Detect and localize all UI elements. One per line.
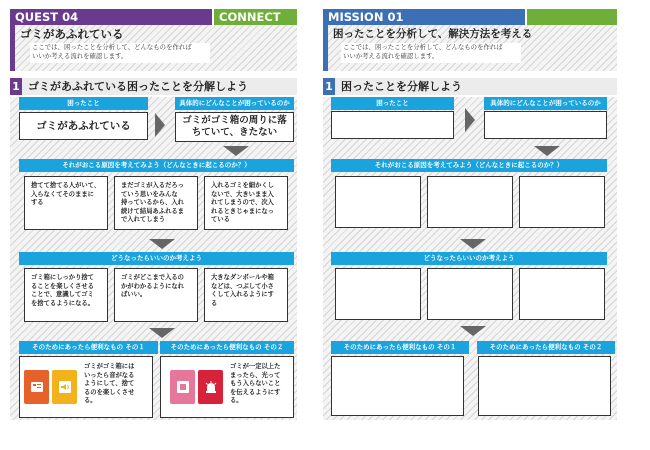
right-cause-input-2[interactable] [427, 176, 513, 228]
left-tool1-text: ゴミがゴミ箱には いったら音がなる ようにして、捨て るのを楽しくさせ る。 [84, 363, 135, 404]
right-cause-input-1[interactable] [335, 176, 421, 228]
left-cause-box-1: 捨てて捨てる人がいて、 入らなくてそのままに する [24, 176, 108, 230]
right-tool1-header: そのためにあったら便利なもの その１ [331, 341, 469, 354]
right-solution-input-1[interactable] [335, 268, 421, 320]
right-problem-input[interactable] [331, 111, 454, 139]
left-arrow-down-1 [223, 146, 249, 156]
left-detail-box: ゴミがゴミ箱の周りに落 ちていて、きたない [175, 112, 294, 142]
quest-label: QUEST 04 [10, 9, 212, 25]
right-section-number: 1 [323, 78, 335, 95]
left-page-description: ここでは、困ったことを分析して、どんなものを作れば いいか考える流れを確認します。 [30, 43, 210, 63]
left-problem-box: ゴミがあふれている [19, 112, 148, 140]
sensor-card-icon [24, 370, 49, 404]
left-arrow-right [155, 113, 165, 137]
right-solution-input-3[interactable] [519, 268, 605, 320]
right-tool1-input[interactable] [331, 356, 464, 416]
left-solution-box-1: ゴミ箱にしっかり捨て ることを楽しくさせる ことで、意識してゴミ を捨てるようになる。 [24, 268, 108, 322]
right-detail-input[interactable] [484, 111, 607, 139]
right-tool2-header: そのためにあったら便利なもの その２ [477, 341, 615, 354]
right-problem-header: 困ったこと [331, 97, 454, 110]
right-arrow-right [465, 108, 475, 132]
left-cause-box-3: 入れるゴミを細かくし ないで、大きいまま入 れてしまうので、次入 れるときじゃまになっ ている [204, 176, 288, 230]
right-solution-header: どうなったらいいのか考えよう [331, 252, 607, 265]
right-page-title: 困ったことを分析して、解決方法を考える [333, 28, 533, 40]
left-solution-box-3: 大きなダンボールや箱 などは、つぶして小さ くして入れるようにす る [204, 268, 288, 322]
left-arrow-down-3 [149, 328, 175, 338]
right-tool2-input[interactable] [478, 356, 611, 416]
right-title-accent [323, 25, 328, 71]
right-solution-input-2[interactable] [427, 268, 513, 320]
right-arrow-down-3 [460, 326, 486, 336]
left-solution-header: どうなったらいいのか考えよう [19, 252, 294, 265]
left-problem-header: 困ったこと [19, 97, 148, 110]
right-detail-header: 具体的にどんなことが困っているのか [484, 97, 607, 110]
left-cause-header: それがおこる原因を考えてみよう（どんなときに起こるのか？） [19, 159, 294, 172]
alarm-light-card-icon [198, 370, 223, 404]
right-arrow-down-2 [460, 239, 486, 249]
left-section-title: ゴミがあふれている困ったことを分解しよう [22, 78, 297, 95]
right-cause-header: それがおこる原因を考えてみよう（どんなときに起こるのか？） [331, 159, 607, 172]
left-solution-box-2: ゴミがどこまで入るの かがわかるようになれ ばいい。 [114, 268, 198, 322]
left-arrow-down-2 [149, 239, 175, 249]
left-title-accent [10, 25, 15, 71]
right-cause-input-3[interactable] [519, 176, 605, 228]
right-section-title: 困ったことを分解しよう [335, 78, 617, 95]
right-page-description: ここでは、困ったことを分析して、どんなものを作れば いいか考える流れを確認します。 [341, 43, 521, 63]
left-tool1-header: そのためにあったら便利なもの その１ [19, 341, 158, 354]
left-tool2-text: ゴミが一定以上た まったら、光って もう入らないこと を伝えるようにす る。 [230, 363, 281, 404]
right-green-bar [527, 9, 617, 25]
mission-label: MISSION 01 [323, 9, 525, 25]
left-cause-box-2: まだゴミが入るだろっ ていう思いをみんな 持っているから、入れ 続けて結局あふれるま で入れてしまう [114, 176, 198, 230]
left-page-title: ゴミがあふれている [20, 27, 124, 41]
connect-label: CONNECT [214, 9, 297, 25]
light-sensor-card-icon [170, 370, 195, 404]
left-section-number: 1 [10, 78, 22, 95]
left-tool2-header: そのためにあったら便利なもの その２ [160, 341, 294, 354]
right-arrow-down-1 [534, 146, 560, 156]
speaker-card-icon [52, 370, 77, 404]
left-detail-header: 具体的にどんなことが困っているのか [175, 97, 294, 110]
